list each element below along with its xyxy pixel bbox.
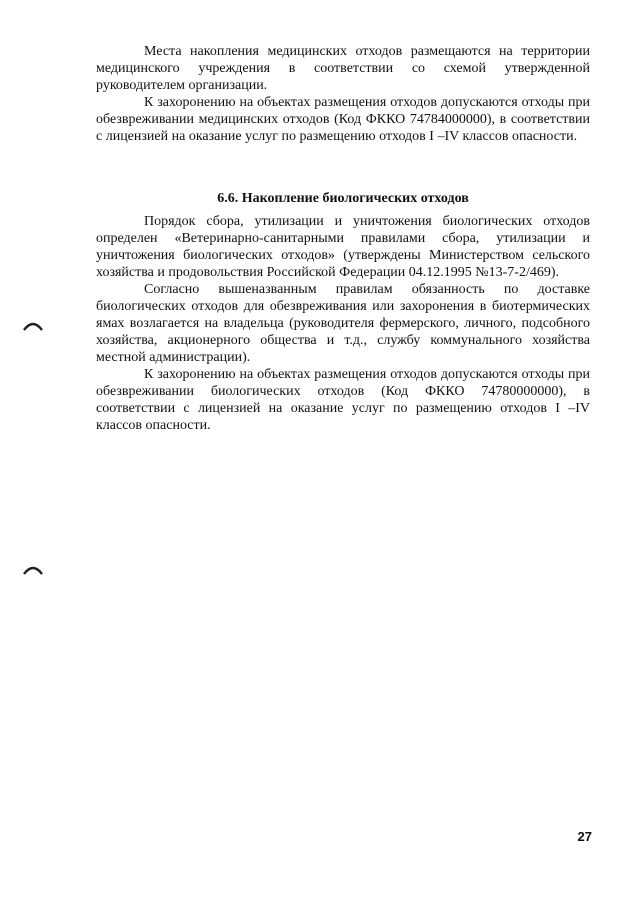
section-heading: 6.6. Накопление биологических отходов bbox=[217, 191, 469, 206]
biological-waste-block bbox=[96, 213, 590, 434]
medical-waste-block bbox=[96, 43, 590, 145]
page-number: 27 bbox=[577, 829, 592, 844]
paragraph-medical-storage: Места накопления медицинских отходов размещаются на территории медицинского учреждения в соответствии со схемой утвержденной руководителем организации. bbox=[96, 44, 590, 93]
paragraph-bio-disposal: К захоронению на объектах размещения отходов допускаются отходы при обезвреживании биологических отходов (Код ФККО 74780000000), в соответствии с лицензией на оказание услуг по размещению отходов I –IV классов опасности. bbox=[96, 367, 590, 433]
binder-hole-mark bbox=[22, 318, 44, 332]
paragraph-medical-disposal: К захоронению на объектах размещения отходов допускаются отходы при обезвреживании медицинских отходов (Код ФККО 74784000000), в соответствии с лицензией на оказание услуг по размещению отходов I –IV классов опасности. bbox=[96, 95, 590, 144]
paragraph-bio-procedure: Порядок сбора, утилизации и уничтожения биологических отходов определен «Ветеринарно-санитарными правилами сбора, утилизации и уничтожения биологических отходов» (утверждены Министерством сельского хозяйства и продовольствия Российской Федерации 04.12.1995 №13-7-2/469). bbox=[96, 214, 590, 280]
paragraph-bio-responsibility: Согласно вышеназванным правилам обязанность по доставке биологических отходов для обезвреживания или захоронения в биотермических ямах возлагается на владельца (руководителя фермерского, личного, подсобного хозяйства, акционерного общества и т.д., службу коммунального хозяйства местной администрации). bbox=[96, 282, 590, 365]
binder-hole-mark bbox=[22, 562, 44, 576]
